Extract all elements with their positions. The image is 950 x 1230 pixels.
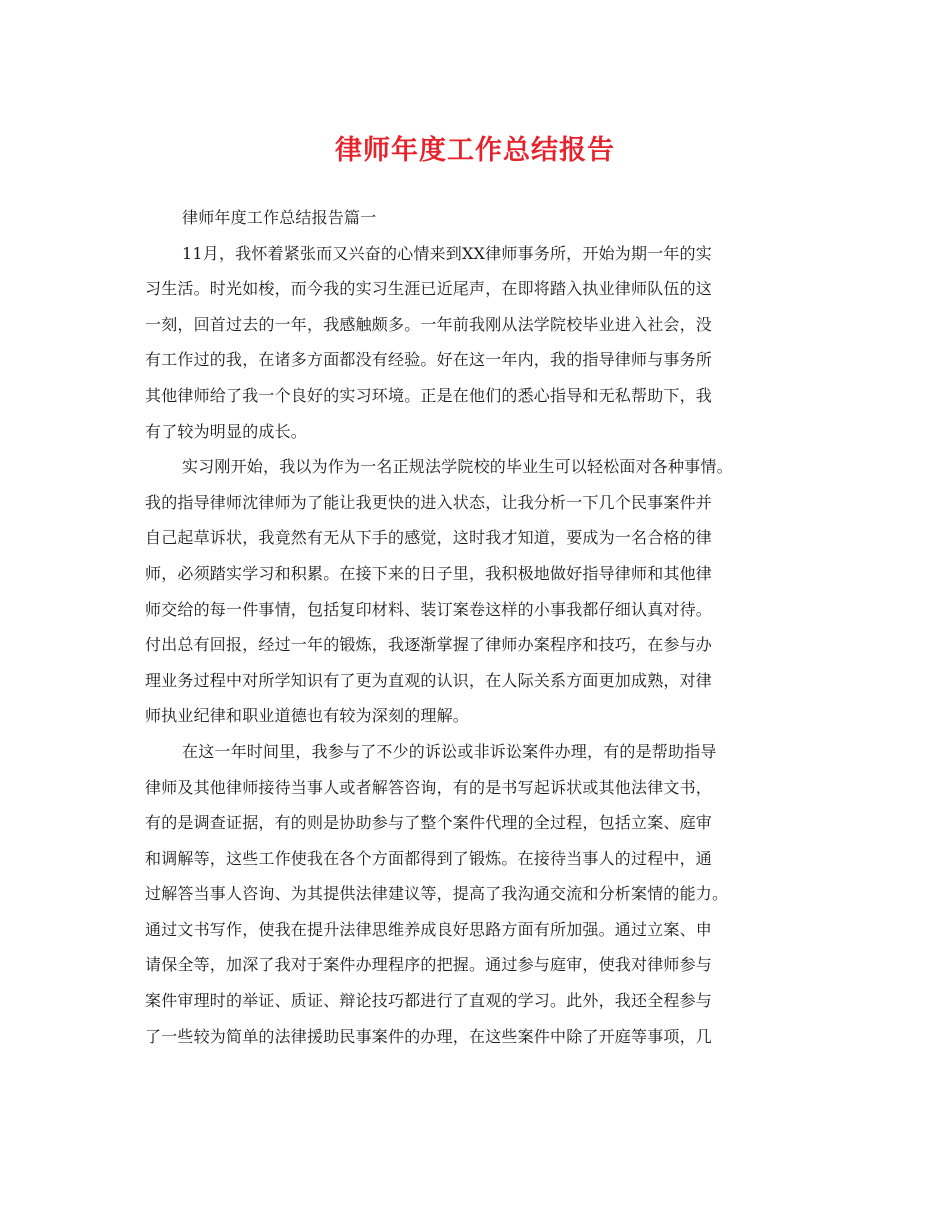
- text-line: 和调解等，这些工作使我在各个方面都得到了锻炼。在接待当事人的过程中，通: [145, 848, 713, 868]
- text-line: 过解答当事人咨询、为其提供法律建议等，提高了我沟通交流和分析案情的能力。: [145, 884, 729, 904]
- text-line: 律师及其他律师接待当事人或者解答咨询，有的是书写起诉状或其他法律文书，: [145, 777, 713, 797]
- text-line: 自己起草诉状，我竟然有无从下手的感觉，这时我才知道，要成为一名合格的律: [145, 528, 713, 548]
- document-title: 律师年度工作总结报告: [335, 135, 615, 166]
- text-line: 我的指导律师沈律师为了能让我更快的进入状态，让我分析一下几个民事案件并: [145, 492, 713, 512]
- text-line: 了一些较为简单的法律援助民事案件的办理，在这些案件中除了开庭等事项，几: [145, 1026, 713, 1046]
- text-line: 有的是调查证据，有的则是协助参与了整个案件代理的全过程，包括立案、庭审: [145, 813, 713, 833]
- text-line: 师执业纪律和职业道德也有较为深刻的理解。: [145, 706, 470, 726]
- text-line: 其他律师给了我一个良好的实习环境。正是在他们的悉心指导和无私帮助下，我: [145, 385, 713, 405]
- text-line: 律师年度工作总结报告篇一: [182, 208, 377, 227]
- text-line: 一刻，回首过去的一年，我感触颇多。一年前我刚从法学院校毕业进入社会，没: [145, 314, 713, 334]
- text-line: 通过文书写作，使我在提升法律思维养成良好思路方面有所加强。通过立案、申: [145, 919, 713, 939]
- text-line: 理业务过程中对所学知识有了更为直观的认识，在人际关系方面更加成熟，对律: [145, 670, 713, 690]
- text-line: 付出总有回报，经过一年的锻炼，我逐渐掌握了律师办案程序和技巧，在参与办: [145, 635, 713, 655]
- text-line: 案件审理时的举证、质证、辩论技巧都进行了直观的学习。此外，我还全程参与: [145, 991, 713, 1011]
- text-line: 有了较为明显的成长。: [145, 421, 308, 441]
- text-line: 实习刚开始，我以为作为一名正规法学院校的毕业生可以轻松面对各种事情。: [182, 457, 733, 477]
- text-line: 11月，我怀着紧张而又兴奋的心情来到XX律师事务所，开始为期一年的实: [182, 243, 712, 263]
- text-line: 请保全等，加深了我对于案件办理程序的把握。通过参与庭审，使我对律师参与: [145, 955, 713, 975]
- text-line: 有工作过的我，在诸多方面都没有经验。好在这一年内，我的指导律师与事务所: [145, 350, 713, 370]
- text-line: 习生活。时光如梭，而今我的实习生涯已近尾声，在即将踏入执业律师队伍的这: [145, 279, 713, 299]
- text-line: 在这一年时间里，我参与了不少的诉讼或非诉讼案件办理，有的是帮助指导: [182, 741, 717, 761]
- text-line: 师，必须踏实学习和积累。在接下来的日子里，我积极地做好指导律师和其他律: [145, 563, 713, 583]
- document-body: [145, 200, 810, 1054]
- text-line: 师交给的每一件事情，包括复印材料、装订案卷这样的小事我都仔细认真对待。: [145, 599, 713, 619]
